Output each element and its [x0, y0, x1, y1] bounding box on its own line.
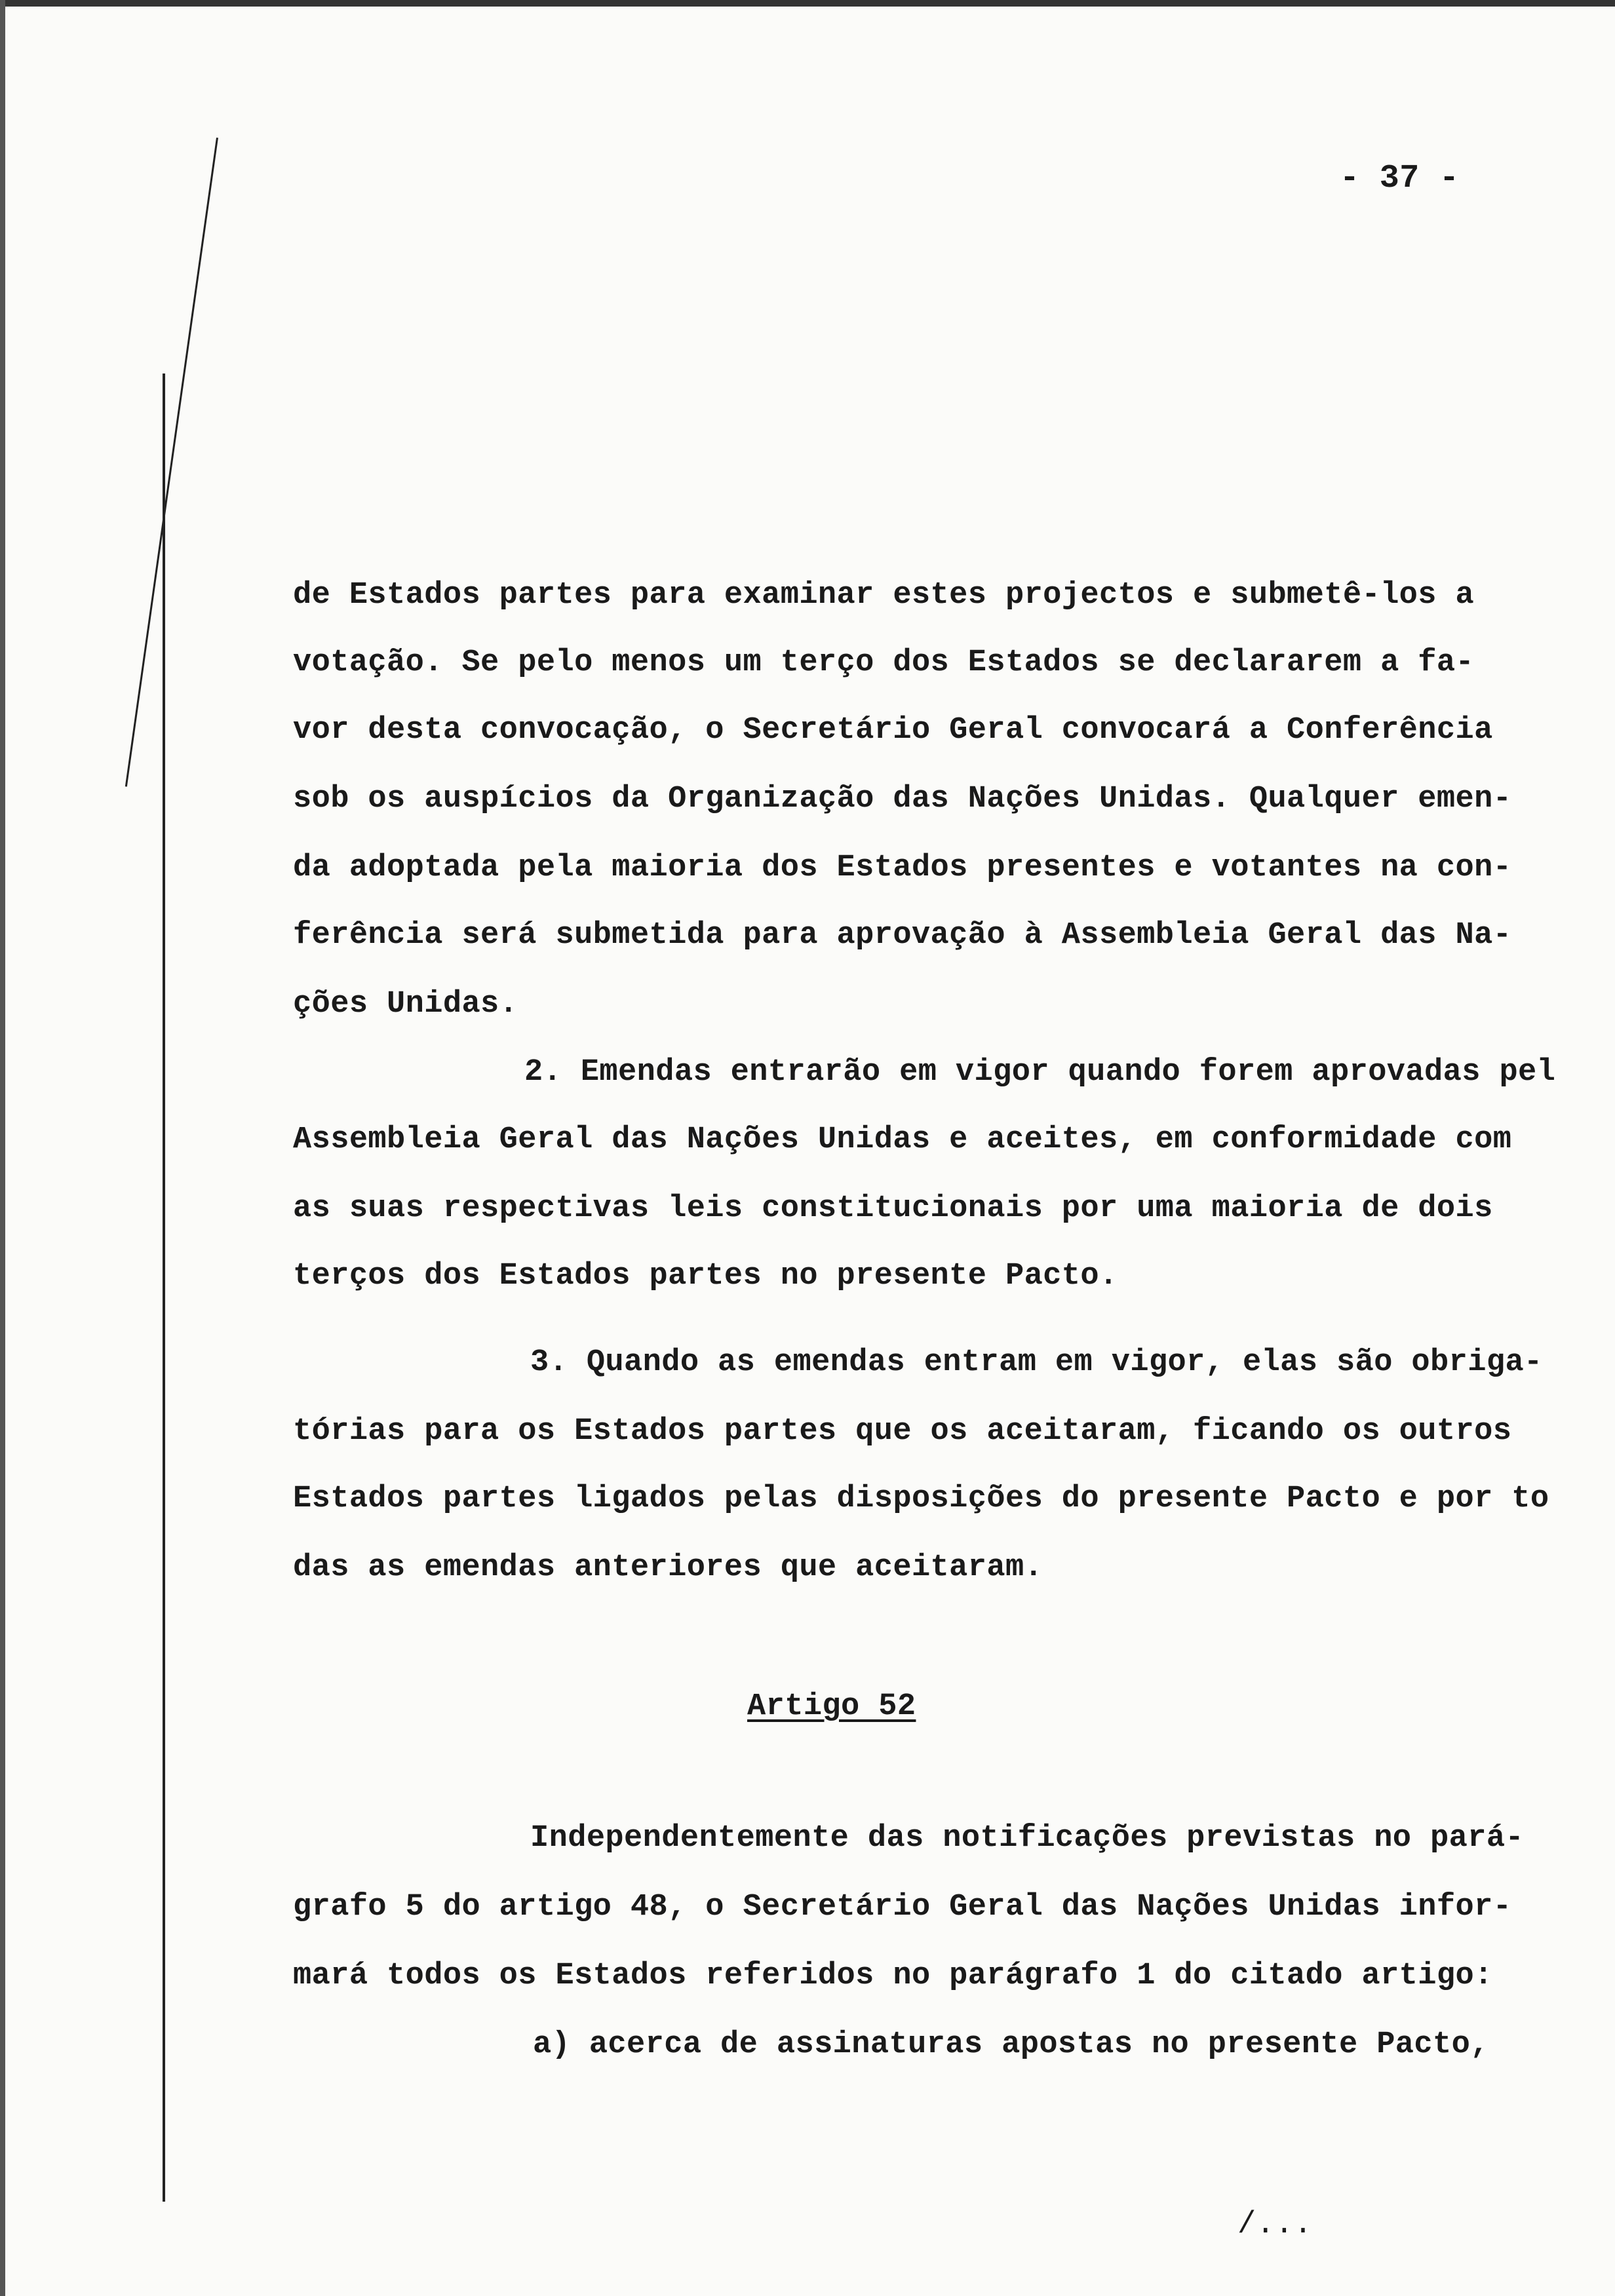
- diagonal-mark: [125, 138, 218, 787]
- text-line: das as emendas anteriores que aceitaram.: [293, 1550, 1043, 1585]
- text-line: Estados partes ligados pelas disposições do presente Pacto e por to: [293, 1482, 1549, 1516]
- top-border: [0, 0, 1615, 7]
- text-line: 2. Emendas entrarão em vigor quando forem aprovadas pel: [524, 1055, 1556, 1090]
- text-line: Independentemente das notificações previstas no pará-: [530, 1821, 1525, 1856]
- article-heading: Artigo 52: [747, 1689, 916, 1724]
- text-line: grafo 5 do artigo 48, o Secretário Geral das Nações Unidas infor-: [293, 1890, 1512, 1924]
- text-line: votação. Se pelo menos um terço dos Estados se declararem a fa-: [293, 645, 1475, 680]
- text-line: a) acerca de assinaturas apostas no presente Pacto,: [533, 2027, 1489, 2062]
- text-line: vor desta convocação, o Secretário Geral convocará a Conferência: [293, 713, 1493, 748]
- text-line: Assembleia Geral das Nações Unidas e aceites, em conformidade com: [293, 1122, 1512, 1157]
- text-line: tórias para os Estados partes que os aceitaram, ficando os outros: [293, 1414, 1512, 1449]
- margin-line: [163, 373, 165, 2202]
- text-line: sob os auspícios da Organização das Nações Unidas. Qualquer emen-: [293, 782, 1512, 816]
- text-line: mará todos os Estados referidos no parágrafo 1 do citado artigo:: [293, 1959, 1493, 1993]
- text-line: ferência será submetida para aprovação à Assembleia Geral das Na-: [293, 918, 1512, 953]
- continuation-mark: /...: [1237, 2208, 1313, 2242]
- text-line: as suas respectivas leis constitucionais por uma maioria de dois: [293, 1191, 1493, 1226]
- text-line: 3. Quando as emendas entram em vigor, elas são obriga-: [530, 1345, 1543, 1380]
- left-edge: [0, 0, 5, 2296]
- text-line: de Estados partes para examinar estes projectos e submetê-los a: [293, 578, 1475, 613]
- text-line: terços dos Estados partes no presente Pacto.: [293, 1259, 1118, 1293]
- page-number: - 37 -: [1340, 160, 1460, 197]
- text-line: da adoptada pela maioria dos Estados presentes e votantes na con-: [293, 851, 1512, 885]
- text-line: ções Unidas.: [293, 987, 518, 1022]
